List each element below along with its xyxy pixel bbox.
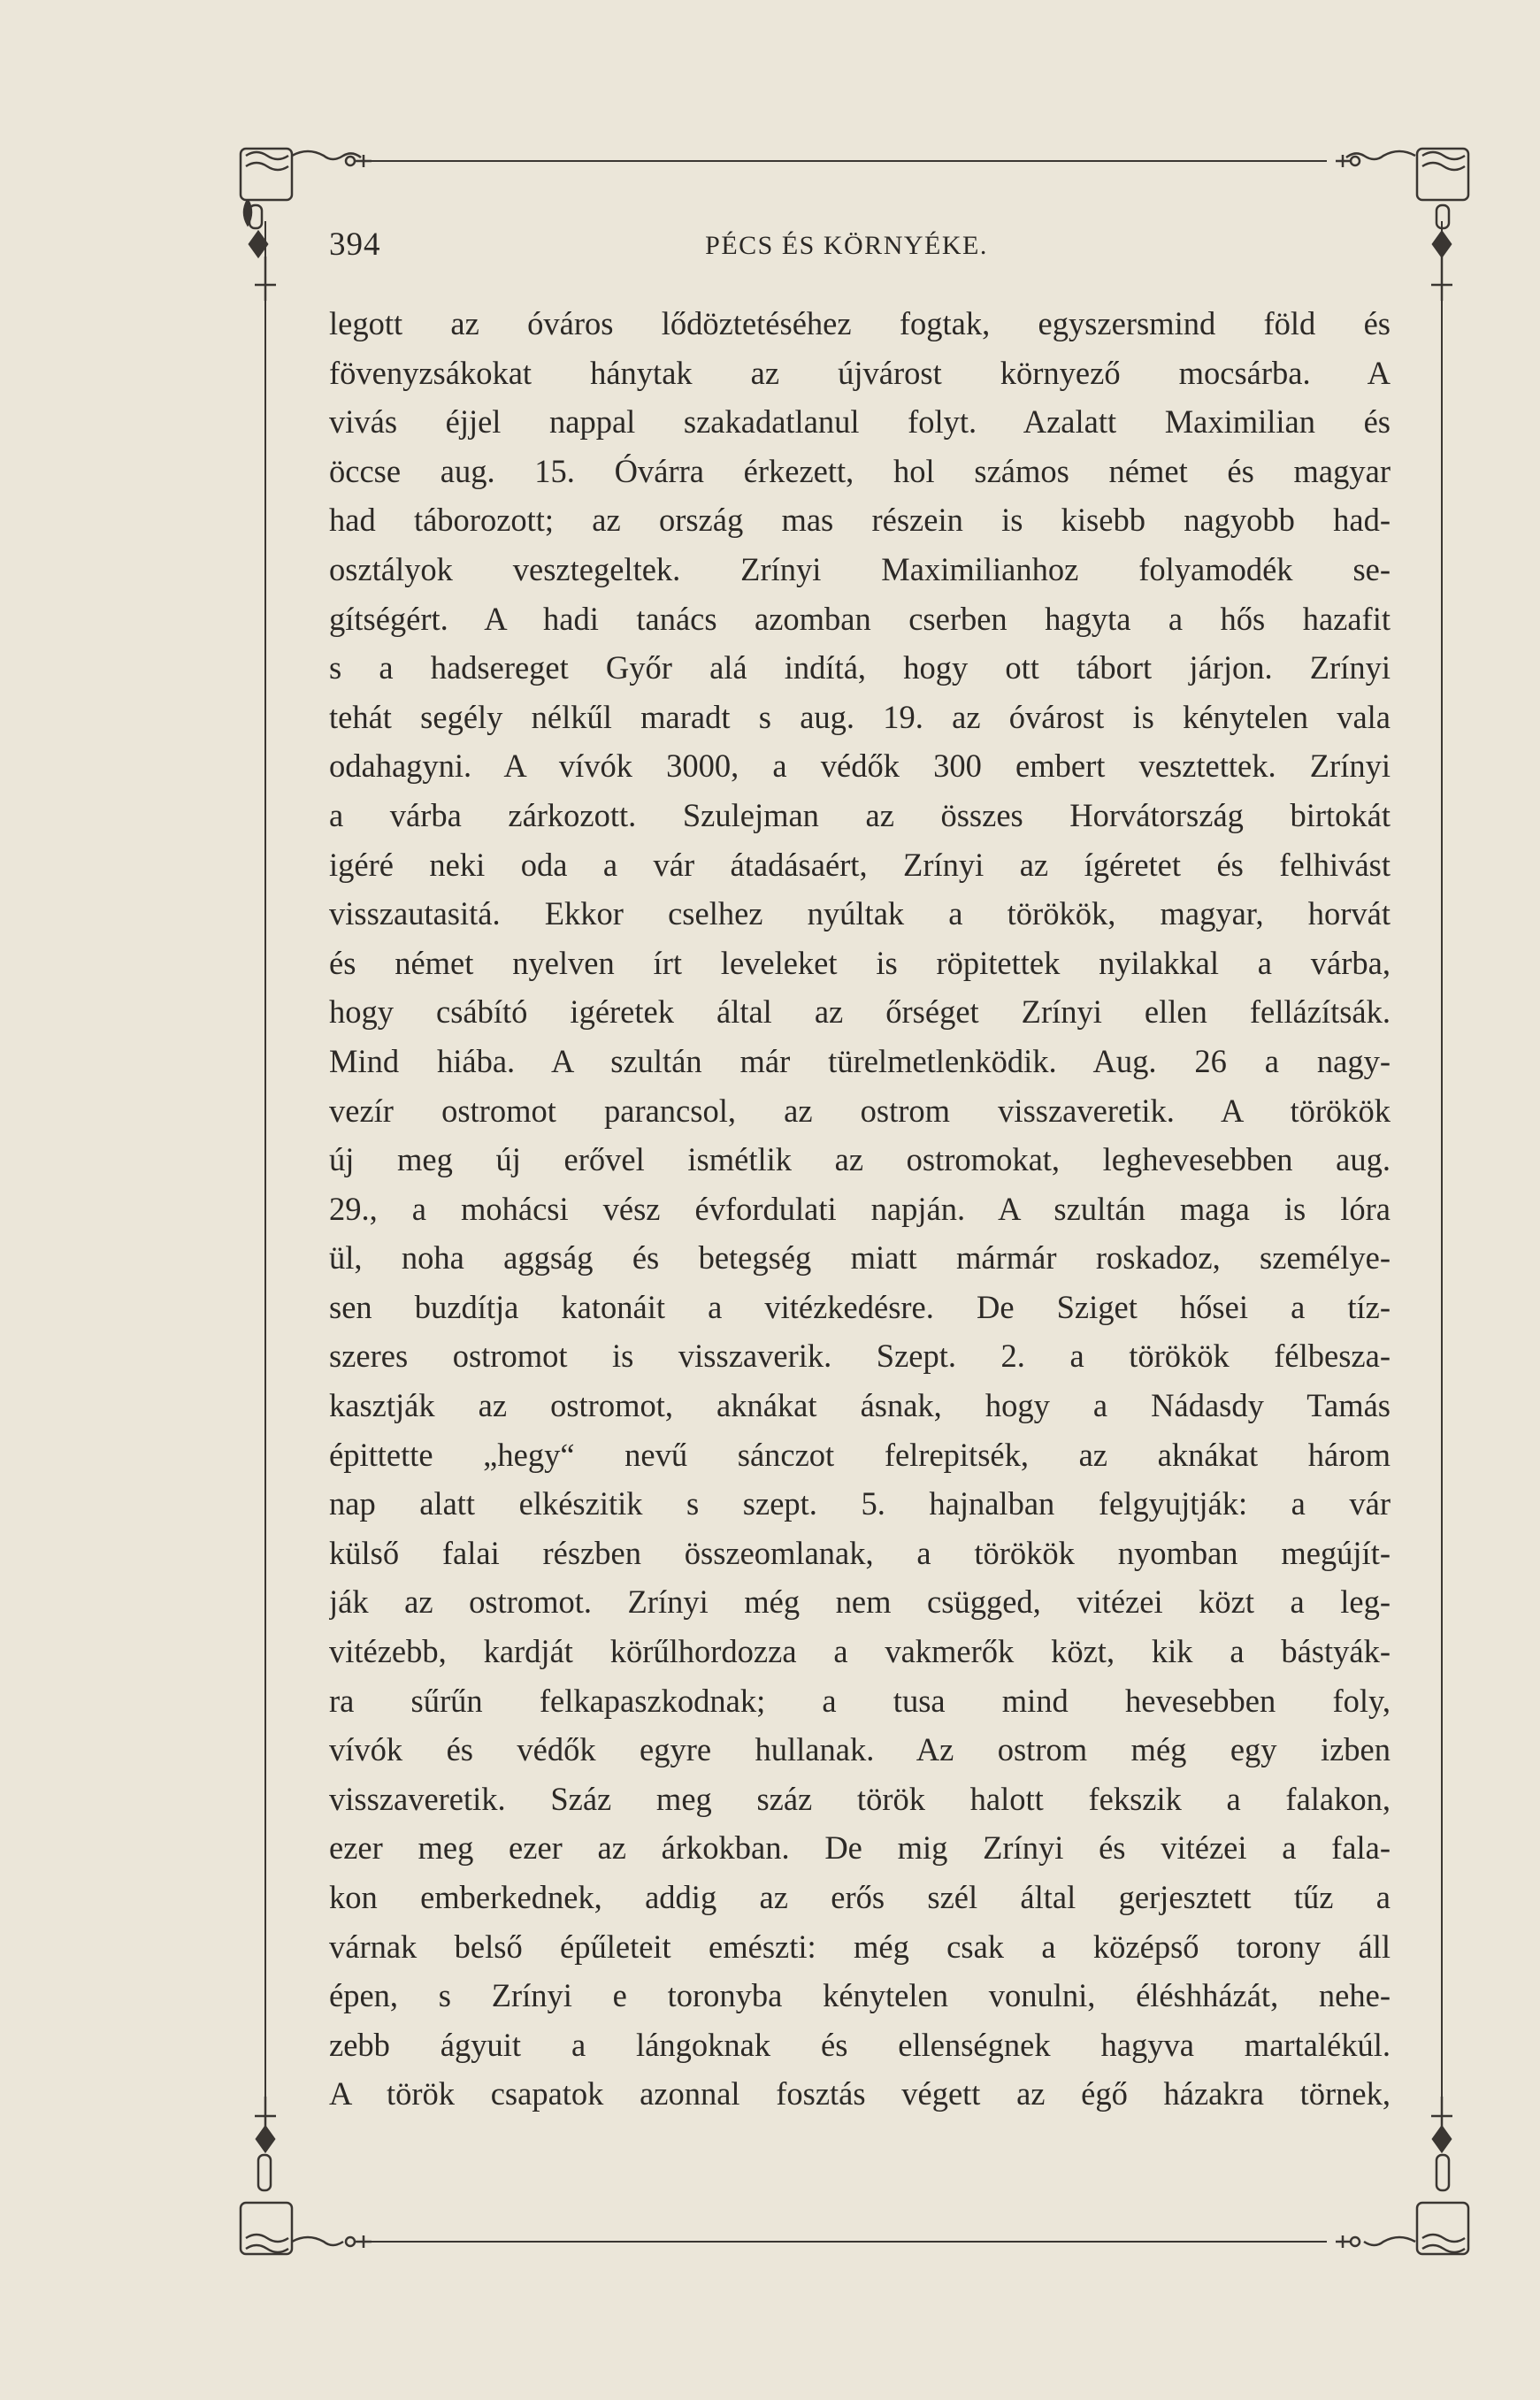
page-header: [329, 226, 1391, 270]
text-line: külső falai részben összeomlanak, a törökök nyomban megújít-: [329, 1534, 1391, 1571]
text-line: vivás éjjel nappal szakadatlanul folyt. Azalatt Maximilian és: [329, 403, 1391, 441]
text-line: új meg új erővel ismétlik az ostromokat, leghevesebben aug.: [329, 1141, 1391, 1178]
text-line: nap alatt elkészitik s szept. 5. hajnalban felgyujtják: a vár: [329, 1485, 1391, 1522]
text-line: és német nyelven írt leveleket is röpitettek nyilakkal a várba,: [329, 944, 1391, 981]
text-line: ül, noha aggság és betegség miatt mármár roskadoz, személye-: [329, 1239, 1391, 1277]
text-line: igéré neki oda a vár átadásaért, Zrínyi az ígéretet és felhivást: [329, 846, 1391, 883]
text-line: gítségért. A hadi tanács azomban cserben hagyta a hős hazafit: [329, 600, 1391, 637]
text-line: A török csapatok azonnal fosztás végett az égő házakra törnek,: [329, 2075, 1391, 2112]
text-line: tehát segély nélkűl maradt s aug. 19. az óvárost is kénytelen vala: [329, 698, 1391, 735]
text-line: 29., a mohácsi vész évfordulati napján. A szultán maga is lóra: [329, 1190, 1391, 1227]
text-line: zebb ágyuit a lángoknak és ellenségnek hagyva martalékúl.: [329, 2026, 1391, 2063]
text-line: épittette „hegy“ nevű sánczot felrepitsék, az aknákat három: [329, 1436, 1391, 1473]
page-number: 394: [329, 226, 381, 263]
text-line: visszautasitá. Ekkor cselhez nyúltak a törökök, magyar, horvát: [329, 895, 1391, 932]
text-line: had táborozott; az ország mas részein is kisebb nagyobb had-: [329, 502, 1391, 539]
text-line: osztályok vesztegeltek. Zrínyi Maximilianhoz folyamodék se-: [329, 550, 1391, 587]
text-line: ezer meg ezer az árkokban. De mig Zrínyi és vitézei a fala-: [329, 1829, 1391, 1867]
text-line: ják az ostromot. Zrínyi még nem csügged, vitézei közt a leg-: [329, 1583, 1391, 1621]
text-line: odahagyni. A vívók 3000, a védők 300 embert vesztettek. Zrínyi: [329, 748, 1391, 785]
text-line: vívók és védők egyre hullanak. Az ostrom még egy izben: [329, 1731, 1391, 1768]
text-line: legott az óváros lődöztetéséhez fogtak, egyszersmind föld és: [329, 305, 1391, 341]
text-line: öccse aug. 15. Óvárra érkezett, hol számos német és magyar: [329, 452, 1391, 489]
body-text: [329, 299, 1391, 2119]
corner-ornament-icon: [1336, 149, 1468, 301]
text-line: visszaveretik. Száz meg száz török halott fekszik a falakon,: [329, 1780, 1391, 1817]
text-line: szeres ostromot is visszaverik. Szept. 2. a törökök félbesza-: [329, 1338, 1391, 1375]
text-line: vezír ostromot parancsol, az ostrom visszaveretik. A törökök: [329, 1092, 1391, 1129]
text-line: kasztják az ostromot, aknákat ásnak, hogy a Nádasdy Tamás: [329, 1387, 1391, 1424]
text-line: Mind hiába. A szultán már türelmetlenködik. Aug. 26 a nagy-: [329, 1042, 1391, 1079]
text-line: sen buzdítja katonáit a vitézkedésre. De Sziget hősei a tíz-: [329, 1288, 1391, 1325]
text-line: vitézebb, kardját körűlhordozza a vakmerők közt, kik a bástyák-: [329, 1633, 1391, 1670]
text-line: hogy csábító igéretek által az őrséget Zrínyi ellen fellázítsák.: [329, 993, 1391, 1031]
text-line: a várba zárkozott. Szulejman az összes Horvátország birtokát: [329, 796, 1391, 833]
corner-ornament-icon: [241, 149, 372, 301]
text-line: ra sűrűn felkapaszkodnak; a tusa mind hevesebben foly,: [329, 1682, 1391, 1719]
text-line: s a hadsereget Győr alá indítá, hogy ott tábort járjon. Zrínyi: [329, 649, 1391, 686]
text-line: épen, s Zrínyi e toronyba kénytelen vonulni, éléshházát, nehe-: [329, 1977, 1391, 2014]
text-line: várnak belső épűleteit emészti: még csak a középső torony áll: [329, 1928, 1391, 1965]
text-line: fövenyzsákokat hánytak az újvárost környező mocsárba. A: [329, 354, 1391, 391]
corner-ornament-icon: [1336, 2097, 1468, 2254]
corner-ornament-icon: [241, 2097, 372, 2254]
text-line: kon emberkednek, addig az erős szél által gerjesztett tűz a: [329, 1879, 1391, 1915]
running-title: PÉCS ÉS KÖRNYÉKE.: [705, 231, 988, 260]
